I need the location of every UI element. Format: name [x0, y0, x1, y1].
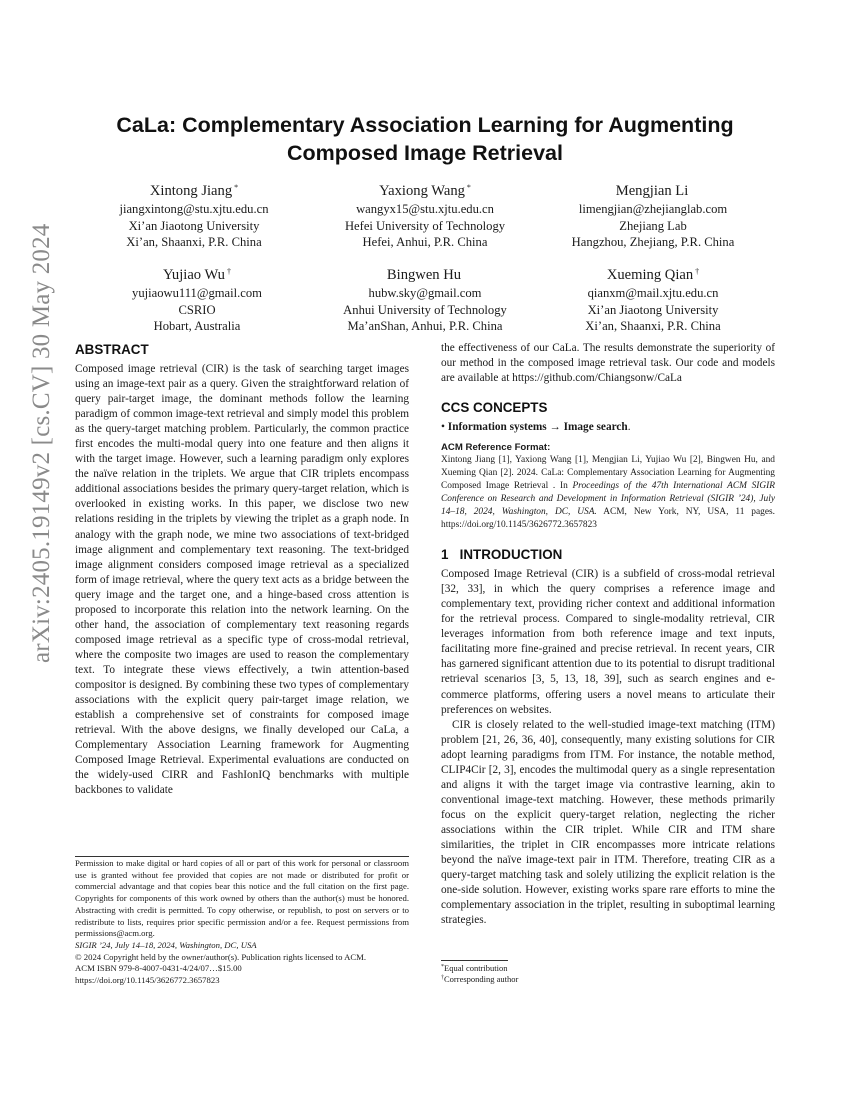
author-affiliation: CSRIO — [178, 302, 216, 317]
footnote-equal: *Equal contribution — [441, 963, 508, 973]
author-affiliation: Xi’an Jiaotong University — [587, 302, 719, 317]
arxiv-identifier: arXiv:2405.19149v2 [cs.CV] 30 May 2024 — [28, 223, 55, 663]
ccs-concept: • Information systems → Image search. — [441, 421, 631, 434]
author-location: Ma’anShan, Anhui, P.R. China — [347, 319, 503, 334]
author-name: Yujiao Wu † — [163, 267, 231, 283]
author-block — [69, 178, 319, 251]
author-name: Xueming Qian † — [606, 267, 700, 283]
isbn-line: ACM ISBN 979-8-4007-0431-4/24/07…$15.00 — [75, 963, 242, 974]
author-email: limengjian@zhejianglab.com — [578, 202, 728, 216]
title-line-2: Composed Image Retrieval — [286, 141, 563, 165]
author-affiliation: Anhui University of Technology — [343, 302, 507, 317]
ccs-category: Information systems — [447, 421, 547, 434]
author-email: qianxm@mail.xjtu.edu.cn — [587, 286, 719, 300]
author-name: Yaxiong Wang * — [379, 183, 471, 199]
permission-text: Permission to make digital or hard copies of all or part of this work for personal or classroom use is granted without fee provided that copies are not made or distributed for profit or commercial advantage and that copies bear this notice and the full citation on the first page. Copyrights for components of this work owned by others than the author(s) must be honored. Abstracting with credit is permitted. To copy otherwise, or republish, to post on servers or to redistribute to lists, requires prior specific permission and/or a fee. Request permissions from permissions@acm.org. — [75, 858, 409, 939]
author-location: Hefei, Anhui, P.R. China — [362, 235, 488, 250]
author-mark: * — [234, 183, 239, 192]
author-location: Xi’an, Shaanxi, P.R. China — [585, 319, 721, 334]
abstract-heading: ABSTRACT — [75, 342, 149, 357]
permission-block — [75, 858, 409, 987]
author-affiliation: Zhejiang Lab — [619, 218, 687, 233]
right-column — [441, 341, 775, 928]
author-name: Xintong Jiang * — [149, 183, 239, 199]
author-block — [300, 178, 550, 251]
intro-paragraph: CIR is closely related to the well-studied image-text matching (ITM) problem [21, 26, 36, 40], consequently, many existing solutions for CIR adopt learning paradigms from ITM. For instance, the notable method, CLIP4Cir [2, 3], encodes the multimodal query as a single representation and aligns it with the target image via contrastive learning, akin to conventional image-text matching. However, these methods primarily focus on the explicit query-target relation, neglecting the richer associations within the CIR triplet. While CIR and ITM share similarities, the triplet in CIR encompasses more intricate relations beyond the naïve image-text pair in ITM. Therefore, treating CIR as a query-target matching task and solely utilizing the explicit relation is the one-side solution. However, existing works spare rare efforts to mine the complementary association in the triplet, resulting in suboptimal learning strategies. — [441, 718, 775, 927]
author-location: Hobart, Australia — [153, 319, 241, 334]
author-mark: † — [695, 267, 700, 276]
introduction-heading: 1 INTRODUCTION — [441, 547, 563, 563]
author-mark: † — [226, 267, 231, 276]
author-affiliation: Xi’an Jiaotong University — [128, 218, 260, 233]
copyright-line: © 2024 Copyright held by the owner/author(s). Publication rights licensed to ACM. — [75, 951, 367, 962]
doi-link[interactable]: https://doi.org/10.1145/3626772.3657823 — [75, 975, 220, 986]
author-email: wangyx15@stu.xjtu.edu.cn — [356, 202, 494, 216]
author-email: jiangxintong@stu.xjtu.edu.cn — [119, 202, 269, 216]
intro-paragraph: Composed Image Retrieval (CIR) is a subfield of cross-modal retrieval [32, 33], in which the query comprises a reference image and complementary text, providing richer context and additional information for the retrieval process. Compared to single-modality retrieval, CIR leverages information from both reference image and text inputs, facilitating more fine-grained and precise retrieval. In recent years, CIR has garnered significant attention due to its potential to disrupt traditional retrieval scenarios [3, 5, 13, 18, 39], such as search engines and e-commerce platforms, offering users a novel means to articulate their preferences on websites. — [441, 568, 775, 716]
ccs-subcategory: Image search — [563, 421, 628, 434]
author-affiliation: Hefei University of Technology — [344, 218, 506, 233]
author-name: Mengjian Li — [615, 183, 689, 199]
author-name: Bingwen Hu — [386, 267, 462, 283]
arrow-icon: → — [549, 421, 561, 434]
abstract-text: Composed image retrieval (CIR) is the task of searching target images using an image-text pair as a query. Given the straightforward relation of query pair-target image, the dominant methods follow the learning paradigm of common image-text retrieval and simply model this problem as the query-target matching problem. Particularly, the common practice first encodes the multi-modal query into one feature and then aligns it with the target image. However, such a learning paradigm only explores the naïve relation in the triplets. We argue that CIR triplets encompass additional associations besides the primary query-target relation, which is overlooked in existing works. In this paper, we disclose two new relations residing in the triplets by viewing the triplet as a graph node. In analogy with the graph node, we mine two associations of text-bridged image alignment and complementary text reasoning. The text-bridged image alignment considers composed image retrieval as a specialized form of image retrieval, where the query text acts as a bridge between the query image and the target one, and a hinge-based cross attention is proposed to incorporate this relation into the network learning. On the other hand, the association of complementary text reasoning regards composed image retrieval as a specific type of cross-modal retrieval, where the composite two images are used to reason the complementary text. To integrate these views effectively, a twin attention-based compositor is designed. By combining these two types of complementary associations with the explicit query pair-target image relation, we establish a comprehensive set of constraints for composed image retrieval. With the above designs, we finally developed our CaLa, a Complementary Association Learning framework for Augmenting Composed Image Retrieval. Experimental evaluations are conducted on the widely-used CIRR and FashIonIQ benchmarks with multiple backbones to validate — [75, 363, 409, 797]
author-block — [528, 178, 778, 251]
title-line-1: CaLa: Complementary Association Learning for Augmenting — [116, 113, 734, 137]
paper-title — [60, 111, 790, 167]
acm-reference-heading: ACM Reference Format: — [441, 442, 551, 454]
ccs-heading: CCS CONCEPTS — [441, 400, 548, 416]
footnote-corresponding: †Corresponding author — [441, 974, 519, 984]
author-mark: * — [466, 183, 471, 192]
author-location: Hangzhou, Zhejiang, P.R. China — [571, 235, 735, 250]
conference-venue: SIGIR ’24, July 14–18, 2024, Washington, DC, USA — [75, 939, 257, 950]
author-location: Xi’an, Shaanxi, P.R. China — [126, 235, 262, 250]
author-email: hubw.sky@gmail.com — [368, 286, 482, 300]
author-block — [528, 262, 778, 335]
bullet: • — [441, 421, 445, 434]
abstract-continuation: the effectiveness of our CaLa. The results demonstrate the superiority of our method in the composed image retrieval task. Our code and models are available at https://github.com/Chiangsonw/CaLa — [441, 342, 775, 385]
author-block — [300, 262, 550, 335]
author-block — [72, 262, 322, 335]
footnote-rule — [75, 856, 409, 857]
left-column — [75, 341, 409, 798]
author-email: yujiaowu111@gmail.com — [132, 286, 262, 300]
footnote-rule — [441, 960, 508, 961]
acm-reference-text: Xintong Jiang [1], Yaxiong Wang [1], Mengjian Li, Yujiao Wu [2], Bingwen Hu, and Xueming Qian [2]. 2024. CaLa: Complementary Association Learning for Augmenting Composed Image Retrieval . In Proceedings of the 47th International ACM SIGIR Conference on Research and Development in Information Retrieval (SIGIR ’24), July 14–18, 2024, Washington, DC, USA. ACM, New York, NY, USA, 11 pages. https://doi.org/10.1145/3626772.3657823 — [441, 455, 776, 531]
